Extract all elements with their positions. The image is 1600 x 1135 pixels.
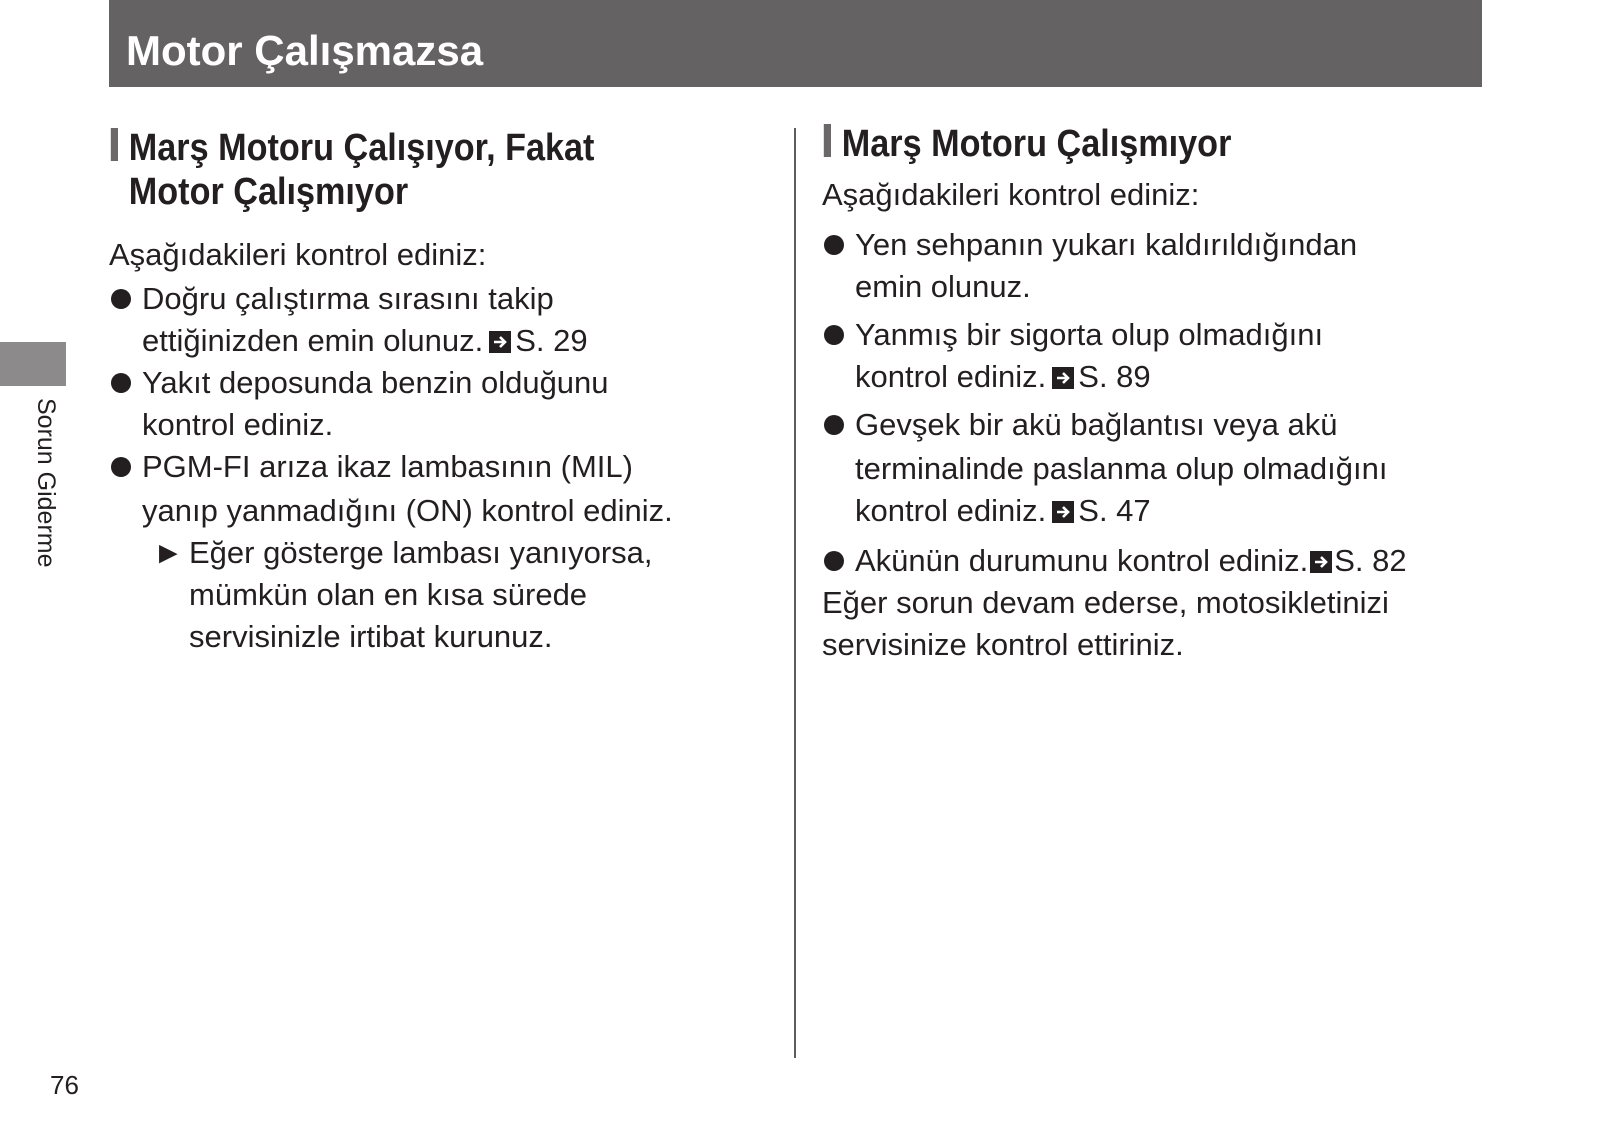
list-item: Akünün durumunu kontrol ediniz. S. 82 xyxy=(822,540,1487,582)
left-column xyxy=(109,126,769,658)
left-check-list xyxy=(109,278,769,532)
bullet-icon xyxy=(824,325,844,345)
left-intro: Aşağıdakileri kontrol ediniz: xyxy=(109,237,487,272)
list-item: Doğru çalıştırma sırasını takip ettiğinizden emin olunuz. S. 29 xyxy=(109,278,769,362)
page-reference: S. 29 xyxy=(515,323,588,358)
right-check-list xyxy=(822,224,1487,582)
closing-note: Eğer sorun devam ederse, motosikletinizi servisinize kontrol ettiriniz. xyxy=(822,585,1389,662)
right-intro: Aşağıdakileri kontrol ediniz: xyxy=(822,177,1200,212)
right-heading: Marş Motoru Çalışmıyor xyxy=(822,122,1421,166)
page-reference-icon xyxy=(1310,551,1332,573)
page-reference: S. 47 xyxy=(1078,493,1151,528)
bullet-icon xyxy=(111,289,131,309)
section-label: Sorun Giderme xyxy=(32,398,60,568)
bullet-icon xyxy=(824,235,844,255)
right-column xyxy=(822,122,1487,666)
bullet-icon xyxy=(111,457,131,477)
column-divider xyxy=(794,128,796,1058)
page-reference: S. 82 xyxy=(1334,543,1407,578)
left-heading-line1: Marş Motoru Çalışıyor, Fakat xyxy=(128,127,595,169)
page-number: 76 xyxy=(50,1070,79,1100)
bullet-icon xyxy=(111,373,131,393)
page-title: Motor Çalışmazsa xyxy=(126,27,484,74)
list-item: PGM-FI arıza ikaz lambasının (MIL) yanıp yanmadığını (ON) kontrol ediniz. xyxy=(109,446,769,532)
list-item: Yakıt deposunda benzin olduğunu kontrol ediniz. xyxy=(109,362,769,446)
list-item: Yen sehpanın yukarı kaldırıldığından emin olunuz. xyxy=(822,224,1487,308)
page-reference-icon xyxy=(1052,501,1074,523)
list-item: Yanmış bir sigorta olup olmadığını kontrol ediniz. S. 89 xyxy=(822,314,1487,398)
list-item: Gevşek bir akü bağlantısı veya akü terminalinde paslanma olup olmadığını kontrol ediniz. S. 47 xyxy=(822,404,1487,532)
left-heading xyxy=(109,126,703,214)
sub-note: ► Eğer gösterge lambası yanıyorsa, mümkün olan en kısa sürede servisinizle irtibat kurunuz. xyxy=(109,532,769,658)
page-reference-icon xyxy=(489,331,511,353)
bullet-icon xyxy=(824,415,844,435)
heading-bar xyxy=(824,124,831,157)
left-heading-line2: Motor Çalışmıyor xyxy=(128,171,409,213)
page-reference-icon xyxy=(1052,367,1074,389)
triangle-arrow-icon: ► xyxy=(153,535,184,570)
bullet-icon xyxy=(824,551,844,571)
heading-bar xyxy=(111,128,118,161)
section-tab xyxy=(0,342,66,386)
page-reference: S. 89 xyxy=(1078,359,1151,394)
title-bar xyxy=(109,0,1482,87)
